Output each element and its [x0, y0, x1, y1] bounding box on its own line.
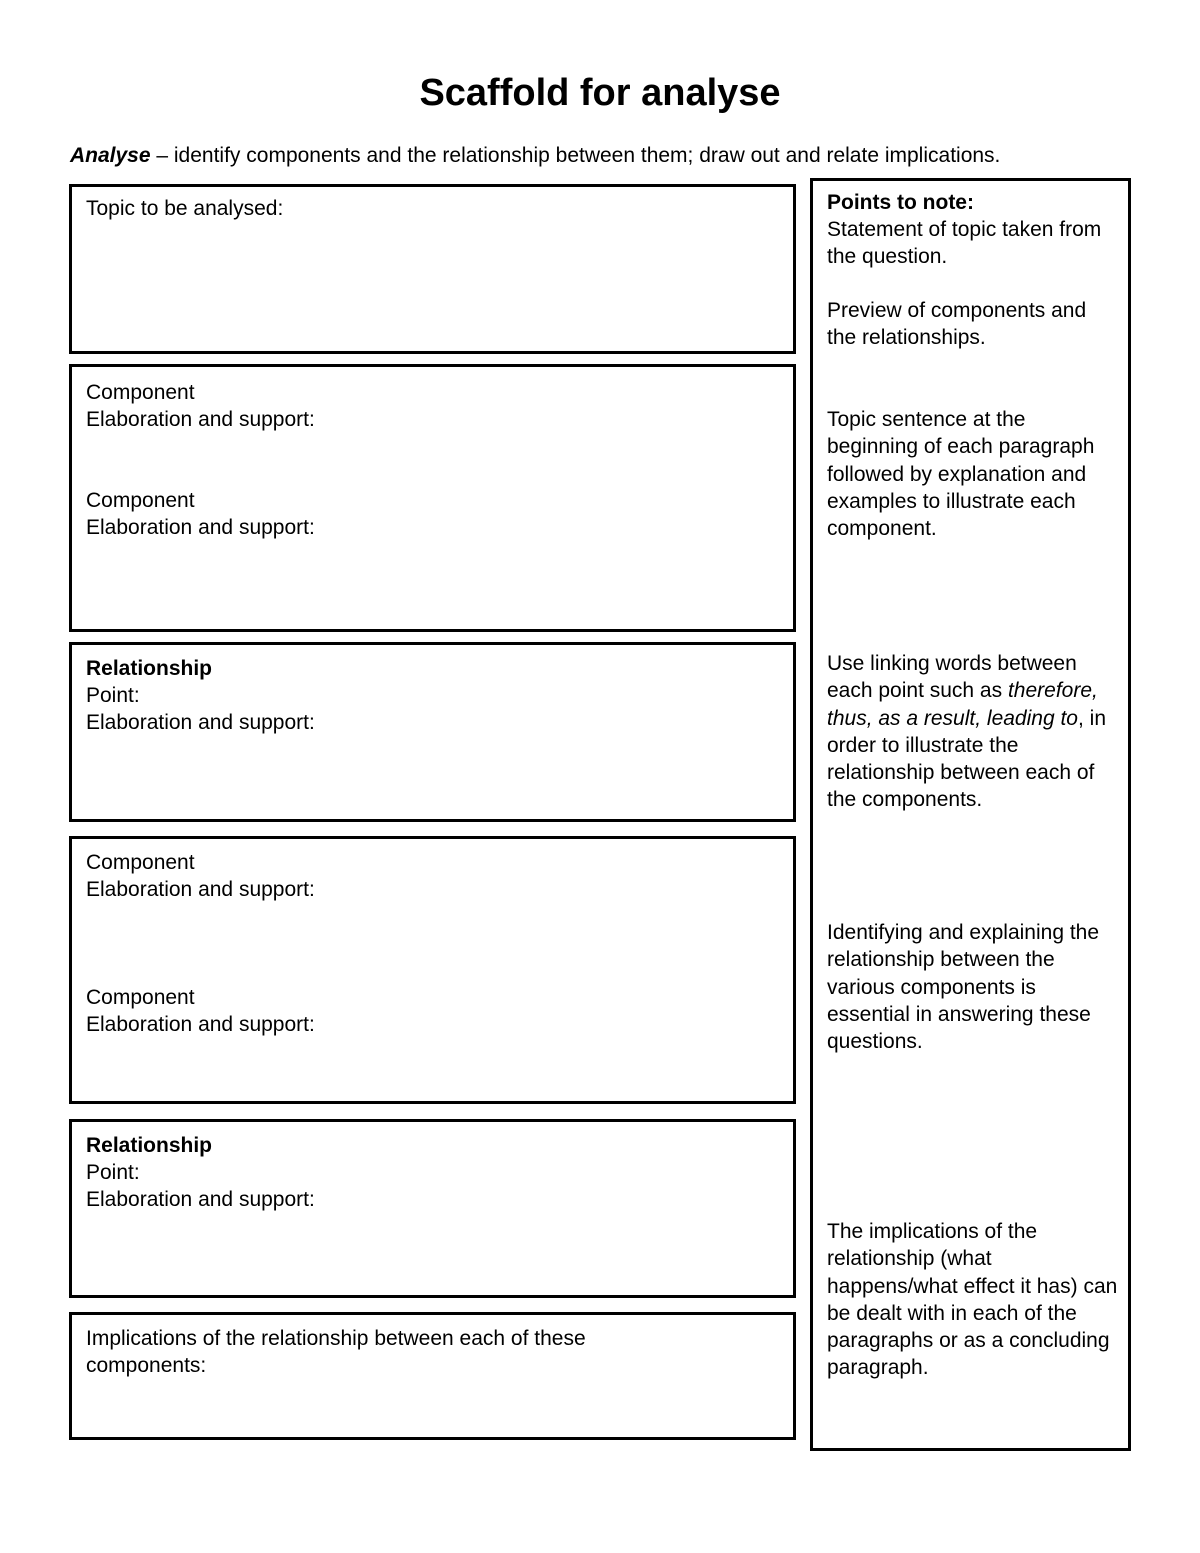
- components-box-1[interactable]: [69, 364, 796, 632]
- point-label: Point:: [86, 684, 140, 707]
- implications-box[interactable]: [69, 1312, 796, 1440]
- implications-label: Implications of the relationship between each of these components:: [86, 1327, 586, 1377]
- component-label: Component: [86, 381, 195, 404]
- relationship-heading: Relationship: [86, 657, 213, 680]
- component-label: Component: [86, 489, 195, 512]
- note-relationship: Identifying and explaining the relationship between the various components is essential in answering these questions.: [827, 921, 1100, 1054]
- elaboration-label: Elaboration and support:: [86, 711, 315, 734]
- note-preview: Preview of components and the relationships.: [827, 299, 1087, 350]
- component-label: Component: [86, 851, 195, 874]
- page-title: Scaffold for analyse: [419, 72, 781, 114]
- relationship-heading: Relationship: [86, 1134, 213, 1157]
- definition-text: – identify components and the relationship between them; draw out and relate implications.: [150, 144, 1001, 167]
- point-label: Point:: [86, 1161, 140, 1184]
- topic-label: Topic to be analysed:: [86, 197, 284, 220]
- note-linking-words: Use linking words between each point such as therefore, thus, as a result, leading to, in order to illustrate the relationship between each of the components.: [827, 652, 1107, 812]
- relationship-box-1[interactable]: [69, 642, 796, 822]
- relationship-box-2[interactable]: [69, 1119, 796, 1298]
- component-label: Component: [86, 986, 195, 1009]
- analyse-definition: [70, 144, 1150, 168]
- elaboration-label: Elaboration and support:: [86, 1188, 315, 1211]
- points-to-note-panel: [810, 178, 1131, 1451]
- topic-box[interactable]: [69, 184, 796, 354]
- components-box-2[interactable]: [69, 836, 796, 1104]
- elaboration-label: Elaboration and support:: [86, 516, 315, 539]
- elaboration-label: Elaboration and support:: [86, 878, 315, 901]
- definition-term: Analyse: [70, 144, 151, 167]
- note-implications: The implications of the relationship (what happens/what effect it has) can be dealt with in each of the paragraphs or as a concluding paragraph.: [827, 1220, 1118, 1380]
- note-topic: Statement of topic taken from the question.: [827, 218, 1102, 269]
- notes-heading: Points to note:: [827, 191, 974, 214]
- elaboration-label: Elaboration and support:: [86, 408, 315, 431]
- elaboration-label: Elaboration and support:: [86, 1013, 315, 1036]
- note-topic-sentence: Topic sentence at the beginning of each paragraph followed by explanation and examples to illustrate each component.: [827, 408, 1095, 541]
